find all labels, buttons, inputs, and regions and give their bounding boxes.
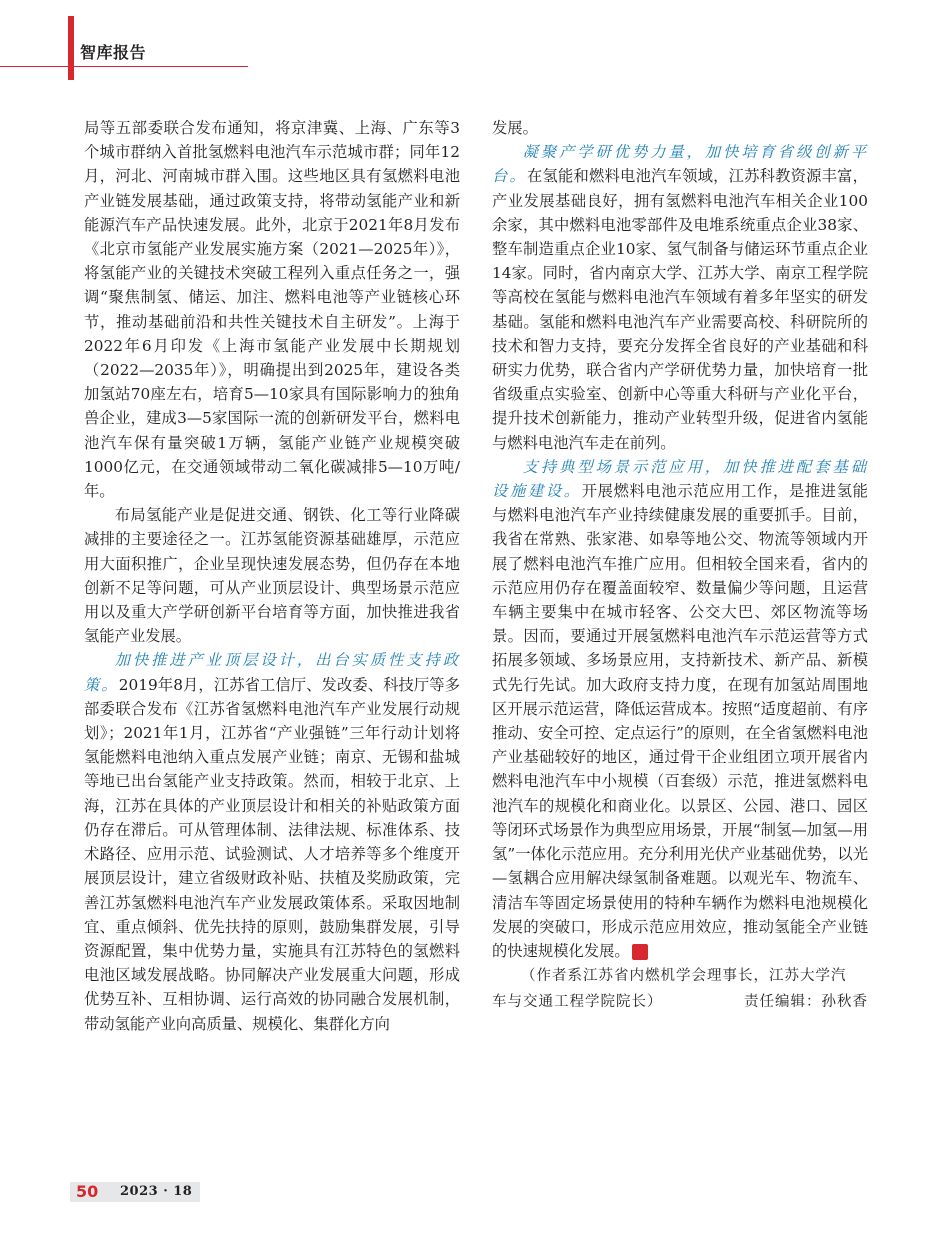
- paragraph-innovation: 凝聚产学研优势力量，加快培育省级创新平台。在氢能和燃料电池汽车领域，江苏科教资源丰富，产业发展基础良好，拥有氢燃料电池汽车相关企业100余家，其中燃料电池零部件及电堆系统重点企业38家、整车制造重点企业10家、氢气制备与储运环节重点企业14家。同时，省内南京大学、江苏大学、南京工程学院等高校在氢能与燃料电池汽车领域有着多年坚实的研发基础。氢能和燃料电池汽车产业需要高校、科研院所的技术和智力支持，要充分发挥全省良好的产业基础和科研实力优势，联合省内产学研优势力量，加快培育一批省级重点实验室、创新中心等重大科研与产业化平台，提升技术创新能力，推动产业转型升级，促进省内氢能与燃料电池汽车走在前列。: [492, 143, 868, 452]
- end-mark-icon: 策: [632, 944, 648, 960]
- left-column: [84, 116, 460, 1036]
- author-note: （作者系江苏省内燃机学会理事长，江苏大学汽: [521, 968, 847, 985]
- author-note-line2: 车与交通工程学院院长） 责任编辑：孙秋香: [492, 989, 868, 1015]
- subheading-innovation: 凝聚产学研优势力量，加快培育省级创新平台。: [492, 143, 868, 186]
- paragraph-policy: 加快推进产业顶层设计，出台实质性支持政策。2019年8月，江苏省工信厅、发改委、科技厅等多部委联合发布《江苏省氢燃料电池汽车产业发展行动规划》；2021年1月，江苏省“产业强链”三年行动计划将氢能燃料电池纳入重点发展产业链；南京、无锡和盐城等地已出台氢能产业支持政策。然而，相较于北京、上海，江苏在具体的产业顶层设计和相关的补贴政策方面仍存在滞后。可从管理体制、法律法规、标准体系、技术路径、应用示范、试验测试、人才培养等多个维度开展顶层设计，建立省级财政补贴、扶植及奖励政策，完善江苏氢燃料电池汽车产业发展政策体系。采取因地制宜、重点倾斜、优先扶持的原则，鼓励集群发展，引导资源配置，集中优势力量，实施具有江苏特色的氢燃料电池区域发展战略。协同解决产业发展重大问题，形成优势互补、互相协调、运行高效的协同融合发展机制，带动氢能产业向高质量、规模化、集群化方向: [84, 651, 460, 1033]
- subheading-demonstration: 支持典型场景示范应用，加快推进配套基础设施建设。: [492, 457, 868, 501]
- subheading-policy: 加快推进产业顶层设计，出台实质性支持政策。: [84, 651, 460, 694]
- header-accent-bar: [68, 16, 74, 80]
- editor-credit: 责任编辑：孙秋香: [744, 994, 868, 1011]
- issue-number: 2023 · 18: [120, 1184, 193, 1199]
- right-column: [492, 116, 868, 1015]
- header-rule: [0, 66, 248, 67]
- paragraph-continued: 局等五部委联合发布通知，将京津冀、上海、广东等3个城市群纳入首批氢燃料电池汽车示范城市群；同年12月，河北、河南城市群入围。这些地区具有氢燃料电池产业链发展基础，通过政策支持，将带动氢能产业和新能源汽车产品快速发展。此外，北京于2021年8月发布《北京市氢能产业发展实施方案（2021—2025年）》，将氢能产业的关键技术突破工程列入重点任务之一，强调“聚焦制氢、储运、加注、燃料电池等产业链核心环节，推动基础前沿和共性关键技术自主研发”。上海于2022年6月印发《上海市氢能产业发展中长期规划（2022—2035年）》，明确提出到2025年，建设各类加氢站70座左右，培育5—10家具有国际影响力的独角兽企业，建成3—5家国际一流的创新研发平台，燃料电池汽车保有量突破1万辆，氢能产业链产业规模突破1000亿元，在交通领域带动二氧化碳减排5—10万吨/年。: [84, 119, 460, 501]
- section-title: 智库报告: [80, 43, 147, 62]
- paragraph-demonstration: 支持典型场景示范应用，加快推进配套基础设施建设。开展燃料电池示范应用工作，是推进氢能与燃料电池汽车产业持续健康发展的重要抓手。目前，我省在常熟、张家港、如皋等地公交、物流等领域内开展了燃料电池汽车推广应用。但相较全国来看，省内的示范应用仍存在覆盖面较窄、数量偏少等问题，且运营车辆主要集中在城市轻客、公交大巴、郊区物流等场景。因而，要通过开展氢燃料电池汽车示范运营等方式拓展多领域、多场景应用，支持新技术、新产品、新模式先行先试。加大政府支持力度，在现有加氢站周围地区开展示范运营，降低运营成本。按照“适度超前、有序推动、安全可控、定点运行”的原则，在全省氢燃料电池产业基础较好的地区，通过骨干企业组团立项开展省内燃料电池汽车中小规模（百套级）示范，推进氢燃料电池汽车的规模化和商业化。以景区、公园、港口、园区等闭环式场景作为典型应用场景，开展“制氢—加氢—用氢”一体化示范应用。充分利用光伏产业基础优势，以光—氢耦合应用解决绿氢制备难题。以观光车、物流车、清洁车等固定场景使用的特种车辆作为燃料电池规模化发展的突破口，形成示范应用效应，推动氢能全产业链的快速规模化发展。 策: [492, 457, 868, 960]
- paragraph-intro: 布局氢能产业是促进交通、钢铁、化工等行业降碳减排的主要途径之一。江苏氢能资源基础雄厚，示范应用大面积推广，企业呈现快速发展态势，但仍存在本地创新不足等问题，可从产业顶层设计、典型场景示范应用以及重大产学研创新平台培育等方面，加快推进我省氢能产业发展。: [84, 506, 460, 646]
- paragraph-continued-right: 发展。: [492, 119, 538, 137]
- page-number: 50: [76, 1182, 99, 1201]
